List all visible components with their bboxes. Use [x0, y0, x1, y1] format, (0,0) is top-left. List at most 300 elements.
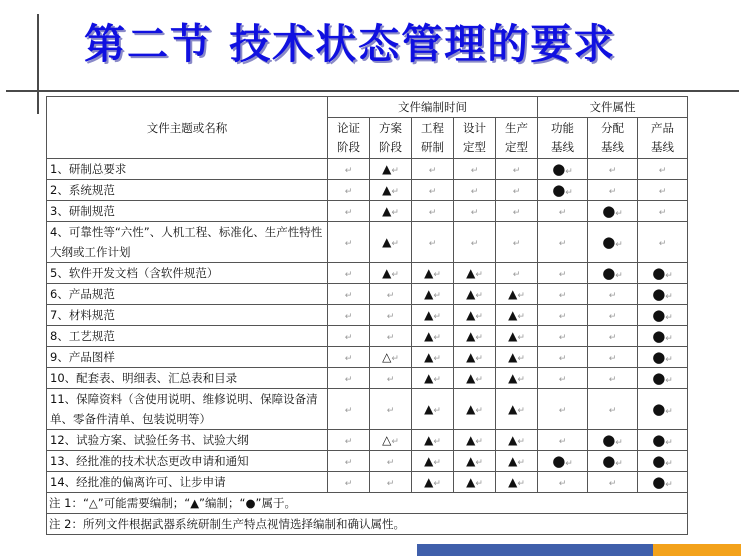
paragraph-mark: ↵ [386, 375, 395, 385]
paragraph-mark: ↵ [344, 333, 353, 343]
mark-cell [412, 368, 454, 389]
mark-cell [538, 305, 588, 326]
compile-symbol: ▲ [424, 371, 434, 385]
paragraph-mark: ↵ [391, 208, 399, 218]
file-name-cell: 4、可靠性等“六性”、人机工程、标准化、生产性特性大纲或工作计划 [47, 222, 328, 263]
paragraph-mark: ↵ [517, 458, 525, 468]
compile-symbol: ▲ [424, 287, 434, 301]
compile-symbol: ▲ [424, 454, 434, 468]
mark-cell [638, 263, 688, 284]
compile-symbol: ▲ [508, 454, 518, 468]
sub-header-bottom: 基线 [551, 140, 575, 154]
mark-cell [538, 180, 588, 201]
compile-symbol: ▲ [508, 475, 518, 489]
file-name-cell: 2、系统规范 [47, 180, 328, 201]
mark-cell [370, 305, 412, 326]
compile-symbol: ▲ [508, 329, 518, 343]
paragraph-mark: ↵ [386, 333, 395, 343]
compile-symbol: ▲ [382, 235, 392, 249]
table-row [47, 430, 688, 451]
compile-symbol: ▲ [466, 433, 476, 447]
belongs-symbol: ● [552, 160, 566, 178]
sub-header-top: 设计 [463, 121, 486, 135]
note-row [47, 493, 688, 514]
compile-symbol: ▲ [508, 402, 518, 416]
paragraph-mark: ↵ [475, 375, 483, 385]
mark-cell [496, 284, 538, 305]
mark-cell [454, 451, 496, 472]
paragraph-mark: ↵ [428, 166, 437, 176]
file-name-cell: 14、经批准的偏离许可、让步申请 [47, 472, 328, 493]
paragraph-mark: ↵ [558, 406, 567, 416]
table-row [47, 305, 688, 326]
mark-cell [328, 201, 370, 222]
paragraph-mark: ↵ [433, 406, 441, 416]
paragraph-mark: ↵ [344, 375, 353, 385]
mark-cell [638, 472, 688, 493]
sub-header-top: 功能 [551, 121, 575, 135]
paragraph-mark: ↵ [428, 239, 437, 249]
paragraph-mark: ↵ [517, 406, 525, 416]
belongs-symbol: ● [602, 452, 616, 470]
mark-cell [412, 180, 454, 201]
mark-cell [454, 472, 496, 493]
mark-cell [588, 201, 638, 222]
mark-cell [638, 451, 688, 472]
mark-cell [638, 347, 688, 368]
compile-symbol: ▲ [466, 329, 476, 343]
paragraph-mark: ↵ [433, 479, 441, 489]
paragraph-mark: ↵ [475, 479, 483, 489]
paragraph-mark: ↵ [615, 438, 623, 448]
mark-cell [454, 347, 496, 368]
file-name-cell: 9、产品图样 [47, 347, 328, 368]
mark-cell [588, 180, 638, 201]
paragraph-mark: ↵ [428, 187, 437, 197]
mark-cell [638, 326, 688, 347]
table-note: 注 2：所列文件根据武器系统研制生产特点视情选择编制和确认属性。 [47, 514, 688, 535]
paragraph-mark: ↵ [512, 270, 521, 280]
mark-cell [454, 180, 496, 201]
mark-cell [454, 430, 496, 451]
table-row [47, 263, 688, 284]
mark-cell [454, 159, 496, 180]
sub-header-bottom: 阶段 [337, 140, 360, 154]
mark-cell [538, 347, 588, 368]
mark-cell [588, 347, 638, 368]
mark-cell [370, 159, 412, 180]
compile-symbol: ▲ [508, 350, 518, 364]
mark-cell [328, 305, 370, 326]
mark-cell [588, 368, 638, 389]
compile-symbol: ▲ [466, 266, 476, 280]
table-row [47, 368, 688, 389]
compile-symbol: ▲ [466, 475, 476, 489]
paragraph-mark: ↵ [608, 291, 617, 301]
paragraph-mark: ↵ [608, 354, 617, 364]
paragraph-mark: ↵ [470, 187, 479, 197]
mark-cell [588, 305, 638, 326]
paragraph-mark: ↵ [433, 312, 441, 322]
table-row [47, 159, 688, 180]
mark-cell [538, 430, 588, 451]
mark-cell [538, 201, 588, 222]
mark-cell [328, 472, 370, 493]
mark-cell [496, 159, 538, 180]
belongs-symbol: ● [602, 264, 616, 282]
sub-header-cell [328, 118, 370, 159]
mark-cell [328, 284, 370, 305]
mark-cell [370, 368, 412, 389]
sub-header-top: 工程 [421, 121, 444, 135]
mark-cell [454, 389, 496, 430]
paragraph-mark: ↵ [558, 479, 567, 489]
footer-bar-orange [653, 544, 741, 556]
paragraph-mark: ↵ [344, 187, 353, 197]
paragraph-mark: ↵ [391, 187, 399, 197]
mark-cell [496, 368, 538, 389]
mark-cell [370, 347, 412, 368]
paragraph-mark: ↵ [615, 271, 623, 281]
footer-bar-blue [417, 544, 653, 556]
mark-cell [638, 180, 688, 201]
mark-cell [496, 326, 538, 347]
mark-cell [412, 159, 454, 180]
mark-cell [370, 263, 412, 284]
paragraph-mark: ↵ [665, 292, 673, 302]
paragraph-mark: ↵ [512, 166, 521, 176]
paragraph-mark: ↵ [665, 459, 673, 469]
paragraph-mark: ↵ [344, 437, 353, 447]
optional-symbol: △ [382, 433, 392, 447]
mark-cell [370, 430, 412, 451]
mark-cell [588, 284, 638, 305]
compile-symbol: ▲ [466, 454, 476, 468]
mark-cell [638, 159, 688, 180]
paragraph-mark: ↵ [475, 270, 483, 280]
paragraph-mark: ↵ [433, 375, 441, 385]
table-row [47, 284, 688, 305]
table-row [47, 180, 688, 201]
compile-symbol: ▲ [424, 329, 434, 343]
belongs-symbol: ● [602, 233, 616, 251]
compile-symbol: ▲ [382, 204, 392, 218]
sub-header-top: 产品 [651, 121, 675, 135]
belongs-symbol: ● [652, 306, 666, 324]
mark-cell [538, 284, 588, 305]
paragraph-mark: ↵ [658, 187, 667, 197]
belongs-symbol: ● [552, 181, 566, 199]
vertical-rule [37, 14, 39, 114]
paragraph-mark: ↵ [475, 333, 483, 343]
mark-cell [412, 326, 454, 347]
compile-symbol: ▲ [424, 308, 434, 322]
sub-header-top: 生产 [505, 121, 528, 135]
paragraph-mark: ↵ [344, 458, 353, 468]
optional-symbol: △ [382, 350, 392, 364]
belongs-symbol: ● [652, 348, 666, 366]
paragraph-mark: ↵ [344, 270, 353, 280]
mark-cell [588, 472, 638, 493]
mark-cell [538, 451, 588, 472]
mark-cell [538, 368, 588, 389]
file-name-cell: 13、经批准的技术状态更改申请和通知 [47, 451, 328, 472]
paragraph-mark: ↵ [558, 437, 567, 447]
paragraph-mark: ↵ [344, 208, 353, 218]
name-column-header: 文件主题或名称 [47, 97, 328, 159]
paragraph-mark: ↵ [512, 208, 521, 218]
mark-cell [328, 263, 370, 284]
compile-time-header: 文件编制时间 [328, 97, 538, 118]
paragraph-mark: ↵ [558, 354, 567, 364]
paragraph-mark: ↵ [475, 312, 483, 322]
horizontal-rule [6, 90, 739, 92]
belongs-symbol: ● [652, 473, 666, 491]
note-row [47, 514, 688, 535]
table-row [47, 451, 688, 472]
header-row [47, 97, 688, 118]
sub-header-bottom: 定型 [505, 140, 528, 154]
mark-cell [496, 451, 538, 472]
mark-cell [412, 430, 454, 451]
sub-header-cell [588, 118, 638, 159]
belongs-symbol: ● [602, 431, 616, 449]
mark-cell [588, 222, 638, 263]
paragraph-mark: ↵ [475, 291, 483, 301]
compile-symbol: ▲ [466, 287, 476, 301]
belongs-symbol: ● [652, 285, 666, 303]
paragraph-mark: ↵ [386, 406, 395, 416]
belongs-symbol: ● [652, 369, 666, 387]
paragraph-mark: ↵ [665, 271, 673, 281]
mark-cell [538, 472, 588, 493]
paragraph-mark: ↵ [433, 270, 441, 280]
mark-cell [412, 263, 454, 284]
compile-symbol: ▲ [508, 433, 518, 447]
paragraph-mark: ↵ [558, 239, 567, 249]
paragraph-mark: ↵ [391, 270, 399, 280]
paragraph-mark: ↵ [344, 291, 353, 301]
belongs-symbol: ● [652, 400, 666, 418]
file-name-cell: 11、保障资料（含使用说明、维修说明、保障设备清单、零备件清单、包装说明等） [47, 389, 328, 430]
paragraph-mark: ↵ [517, 291, 525, 301]
mark-cell [496, 263, 538, 284]
table-note: 注 1：“△”可能需要编制；“▲”编制；“●”属于。 [47, 493, 688, 514]
file-attribute-header: 文件属性 [538, 97, 688, 118]
mark-cell [454, 368, 496, 389]
paragraph-mark: ↵ [517, 437, 525, 447]
table-row [47, 222, 688, 263]
compile-symbol: ▲ [508, 308, 518, 322]
mark-cell [328, 368, 370, 389]
mark-cell [412, 305, 454, 326]
mark-cell [370, 451, 412, 472]
compile-symbol: ▲ [508, 371, 518, 385]
paragraph-mark: ↵ [608, 187, 617, 197]
paragraph-mark: ↵ [565, 167, 573, 177]
paragraph-mark: ↵ [517, 333, 525, 343]
mark-cell [454, 201, 496, 222]
paragraph-mark: ↵ [608, 375, 617, 385]
mark-cell [412, 222, 454, 263]
paragraph-mark: ↵ [391, 437, 399, 447]
paragraph-mark: ↵ [658, 239, 667, 249]
belongs-symbol: ● [652, 431, 666, 449]
paragraph-mark: ↵ [608, 406, 617, 416]
paragraph-mark: ↵ [608, 166, 617, 176]
mark-cell [370, 326, 412, 347]
mark-cell [588, 263, 638, 284]
paragraph-mark: ↵ [475, 354, 483, 364]
paragraph-mark: ↵ [344, 479, 353, 489]
paragraph-mark: ↵ [391, 166, 399, 176]
table-row [47, 347, 688, 368]
mark-cell [638, 305, 688, 326]
sub-header-bottom: 基线 [651, 140, 675, 154]
mark-cell [412, 284, 454, 305]
mark-cell [454, 284, 496, 305]
paragraph-mark: ↵ [344, 406, 353, 416]
mark-cell [412, 347, 454, 368]
mark-cell [588, 430, 638, 451]
mark-cell [370, 389, 412, 430]
compile-symbol: ▲ [424, 475, 434, 489]
mark-cell [538, 159, 588, 180]
belongs-symbol: ● [652, 452, 666, 470]
paragraph-mark: ↵ [558, 291, 567, 301]
paragraph-mark: ↵ [344, 239, 353, 249]
file-name-cell: 8、工艺规范 [47, 326, 328, 347]
mark-cell [538, 326, 588, 347]
paragraph-mark: ↵ [615, 240, 623, 250]
mark-cell [370, 472, 412, 493]
sub-header-cell [538, 118, 588, 159]
paragraph-mark: ↵ [558, 270, 567, 280]
mark-cell [496, 201, 538, 222]
file-name-cell: 5、软件开发文档（含软件规范） [47, 263, 328, 284]
paragraph-mark: ↵ [565, 188, 573, 198]
file-name-cell: 3、研制规范 [47, 201, 328, 222]
paragraph-mark: ↵ [344, 354, 353, 364]
paragraph-mark: ↵ [433, 333, 441, 343]
compile-symbol: ▲ [424, 350, 434, 364]
mark-cell [538, 222, 588, 263]
compile-symbol: ▲ [382, 183, 392, 197]
paragraph-mark: ↵ [665, 480, 673, 490]
paragraph-mark: ↵ [608, 479, 617, 489]
paragraph-mark: ↵ [608, 333, 617, 343]
file-name-cell: 10、配套表、明细表、汇总表和目录 [47, 368, 328, 389]
mark-cell [496, 389, 538, 430]
paragraph-mark: ↵ [615, 209, 623, 219]
sub-header-cell [638, 118, 688, 159]
paragraph-mark: ↵ [512, 239, 521, 249]
mark-cell [328, 326, 370, 347]
belongs-symbol: ● [652, 327, 666, 345]
paragraph-mark: ↵ [665, 334, 673, 344]
paragraph-mark: ↵ [470, 208, 479, 218]
belongs-symbol: ● [552, 452, 566, 470]
paragraph-mark: ↵ [517, 354, 525, 364]
mark-cell [370, 201, 412, 222]
file-name-cell: 1、研制总要求 [47, 159, 328, 180]
paragraph-mark: ↵ [615, 459, 623, 469]
compile-symbol: ▲ [466, 402, 476, 416]
compile-symbol: ▲ [424, 402, 434, 416]
table-row [47, 326, 688, 347]
mark-cell [638, 389, 688, 430]
mark-cell [328, 222, 370, 263]
mark-cell [496, 222, 538, 263]
compile-symbol: ▲ [424, 433, 434, 447]
sub-header-bottom: 定型 [463, 140, 486, 154]
mark-cell [588, 451, 638, 472]
mark-cell [638, 201, 688, 222]
paragraph-mark: ↵ [517, 375, 525, 385]
compile-symbol: ▲ [382, 162, 392, 176]
mark-cell [588, 326, 638, 347]
sub-header-bottom: 研制 [421, 140, 444, 154]
sub-header-top: 论证 [337, 121, 360, 135]
belongs-symbol: ● [602, 202, 616, 220]
mark-cell [328, 180, 370, 201]
sub-header-cell [370, 118, 412, 159]
paragraph-mark: ↵ [665, 407, 673, 417]
paragraph-mark: ↵ [558, 208, 567, 218]
paragraph-mark: ↵ [391, 239, 399, 249]
paragraph-mark: ↵ [386, 312, 395, 322]
mark-cell [328, 159, 370, 180]
belongs-symbol: ● [652, 264, 666, 282]
mark-cell [538, 389, 588, 430]
paragraph-mark: ↵ [558, 333, 567, 343]
mark-cell [588, 389, 638, 430]
paragraph-mark: ↵ [344, 166, 353, 176]
paragraph-mark: ↵ [608, 312, 617, 322]
mark-cell [412, 472, 454, 493]
mark-cell [638, 368, 688, 389]
file-requirements-table [46, 96, 688, 535]
sub-header-cell [412, 118, 454, 159]
table-row [47, 389, 688, 430]
paragraph-mark: ↵ [386, 291, 395, 301]
page-title: 第二节 技术状态管理的要求 [84, 20, 617, 68]
mark-cell [638, 284, 688, 305]
mark-cell [454, 263, 496, 284]
paragraph-mark: ↵ [475, 406, 483, 416]
compile-symbol: ▲ [466, 371, 476, 385]
paragraph-mark: ↵ [565, 459, 573, 469]
mark-cell [370, 180, 412, 201]
paragraph-mark: ↵ [512, 187, 521, 197]
paragraph-mark: ↵ [470, 239, 479, 249]
mark-cell [412, 201, 454, 222]
mark-cell [328, 347, 370, 368]
paragraph-mark: ↵ [428, 208, 437, 218]
sub-header-top: 方案 [379, 121, 402, 135]
paragraph-mark: ↵ [665, 355, 673, 365]
paragraph-mark: ↵ [433, 458, 441, 468]
mark-cell [454, 305, 496, 326]
mark-cell [370, 222, 412, 263]
mark-cell [588, 159, 638, 180]
mark-cell [328, 451, 370, 472]
paragraph-mark: ↵ [665, 313, 673, 323]
paragraph-mark: ↵ [665, 376, 673, 386]
sub-header-cell [454, 118, 496, 159]
mark-cell [370, 284, 412, 305]
paragraph-mark: ↵ [433, 437, 441, 447]
